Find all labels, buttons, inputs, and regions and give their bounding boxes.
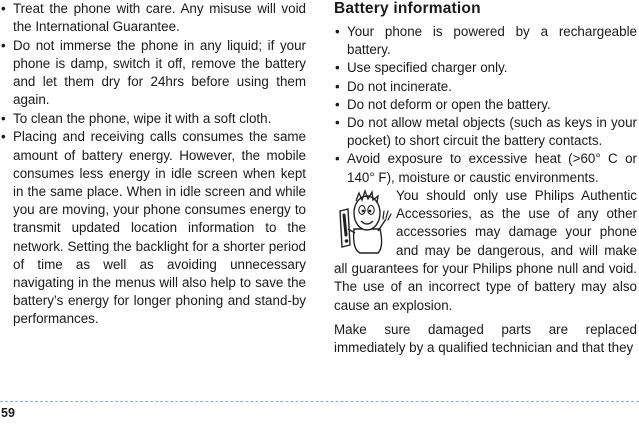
list-item: • Placing and receiving calls consumes the same amount of battery energy. However, the mobile consumes less energy in idle screen when kept in the same place. When in idle screen and while you are moving, your phone consumes energy to transmit updated location information to the network. Setting the backlight for a shorter period of time as well as avoiding unnecessary navigating in the menus will also help to save the battery’s energy for longer phoning and stand-by performances.	[0, 128, 306, 328]
list-item: • Do not allow metal objects (such as keys in your pocket) to short circuit the battery contacts.	[334, 114, 637, 150]
list-item: • Do not incinerate.	[334, 78, 637, 96]
list-item: • Do not immerse the phone in any liquid; if your phone is damp, switch it off, remove the battery and let them dry for 24hrs before using them again.	[0, 37, 306, 110]
right-column	[334, 0, 637, 358]
list-item: • Treat the phone with care. Any misuse will void the International Guarantee.	[0, 0, 306, 36]
section-heading: Battery information	[334, 0, 481, 17]
battery-bullet-list	[334, 23, 637, 187]
left-column	[0, 0, 306, 329]
page-number: 59	[1, 406, 15, 420]
list-item: • Avoid exposure to excessive heat (>60° C or 140° F), moisture or caustic environments.	[334, 150, 637, 186]
warning-paragraph: You should only use Philips Authentic Accessories, as the use of any other accessories may damage your phone and may be dangerous, and will make all guarantees for your Philips phone null and void. The use of an incorrect type of battery may also cause an explosion.	[334, 187, 637, 313]
care-bullet-list	[0, 0, 306, 329]
list-item: • To clean the phone, wipe it with a soft cloth.	[0, 110, 306, 128]
warning-block	[334, 187, 637, 315]
list-item: • Use specified charger only.	[334, 59, 637, 77]
warning-mascot-icon	[334, 189, 392, 255]
list-item: • Your phone is powered by a rechargeable battery.	[334, 23, 637, 59]
list-item: • Do not deform or open the battery.	[334, 96, 637, 114]
footer-divider	[0, 401, 639, 402]
final-paragraph: Make sure damaged parts are replaced immediately by a qualified technician and that they	[334, 321, 637, 356]
